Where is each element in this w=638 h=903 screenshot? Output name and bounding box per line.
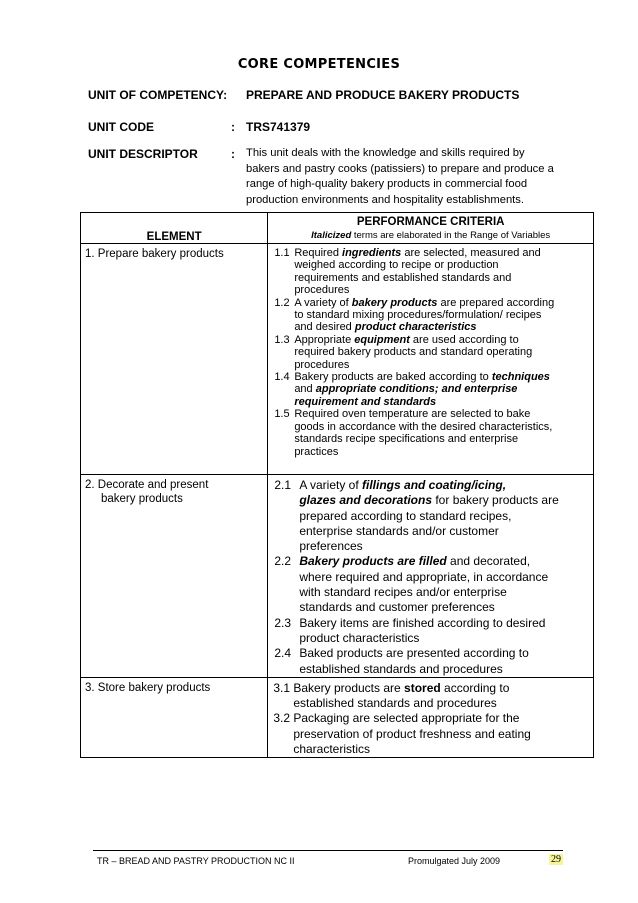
criterion-line: standards and customer preferences (299, 600, 495, 615)
criterion-line: to standard mixing procedures/formulation/ recipes (294, 309, 542, 322)
criterion-line: preservation of product freshness and eating (293, 726, 531, 741)
table-row (81, 677, 594, 757)
criteria-note-italic: Italicized (311, 230, 352, 241)
criterion-line: requirements and established standards and (294, 271, 512, 284)
criterion-number: 1.5 (274, 408, 290, 421)
unit-of-competency-value: PREPARE AND PRODUCE BAKERY PRODUCTS (246, 88, 520, 102)
criterion-line: weighed according to recipe or production (294, 259, 499, 272)
criterion-line: procedures (294, 358, 350, 371)
criterion-number: 1.2 (274, 296, 290, 309)
criteria-list (268, 475, 593, 677)
criterion-line: prepared according to standard recipes, (299, 508, 512, 523)
unit-descriptor-colon: : (231, 147, 235, 161)
criterion-line: standards recipe specifications and enterprise (294, 433, 519, 446)
criterion-number: 2.3 (274, 615, 291, 630)
criterion-line: A variety of bakery products are prepared according (294, 296, 555, 309)
element-header-cell (81, 213, 268, 244)
criterion-line: Appropriate equipment are used according to (294, 333, 519, 346)
table-row (81, 244, 594, 475)
criterion-line: Bakery items are finished according to desired (299, 615, 546, 630)
criteria-cell (268, 244, 594, 475)
criteria-list (268, 244, 593, 458)
criterion-number: 2.1 (274, 478, 291, 492)
unit-descriptor-text (246, 146, 586, 208)
criteria-cell (268, 475, 594, 678)
element-cell (81, 677, 268, 757)
element-cell (81, 475, 268, 678)
page-footer (93, 850, 563, 866)
criterion (274, 334, 593, 371)
criteria-header-cell (268, 213, 594, 244)
criterion-number: 1.4 (274, 371, 290, 384)
criterion (274, 408, 593, 458)
element-label: 3. Store bakery products (85, 681, 211, 694)
criterion-number: 1.1 (274, 247, 290, 259)
criterion-line: procedures (294, 284, 350, 297)
element-cell (81, 244, 268, 475)
criteria-header: PERFORMANCE CRITERIA (356, 216, 505, 228)
criterion-line: goods in accordance with the desired characteristics, (294, 420, 553, 433)
criterion (274, 478, 593, 554)
element-label: bakery products (101, 493, 183, 505)
criterion-line: requirement and standards (294, 395, 437, 408)
element-text (81, 244, 267, 261)
criterion-line: where required and appropriate, in accordance (299, 569, 549, 584)
criterion-line: enterprise standards and/or customer (299, 523, 499, 538)
criterion-line: required bakery products and standard operating (294, 346, 533, 359)
descriptor-line: This unit deals with the knowledge and skills required by (246, 147, 525, 159)
unit-code-colon: : (231, 120, 235, 134)
criterion (273, 681, 593, 712)
table-header-row (81, 213, 594, 244)
criterion (274, 297, 593, 334)
criterion-line: established standards and procedures (299, 661, 503, 676)
criterion (274, 371, 593, 408)
unit-of-competency-label: UNIT OF COMPETENCY: (88, 88, 228, 102)
criterion (274, 247, 593, 297)
criterion-line: Baked products are presented according to (299, 646, 529, 661)
criterion-line: Bakery products are filled and decorated, (299, 554, 531, 569)
unit-code-value: TRS741379 (246, 120, 311, 134)
unit-code-label: UNIT CODE (88, 120, 154, 134)
criterion-line: preferences (299, 539, 363, 554)
criteria-list (268, 678, 593, 757)
criterion-line: and appropriate conditions; and enterprise (294, 383, 518, 396)
criterion (274, 554, 593, 615)
criterion (274, 616, 593, 647)
criterion (273, 711, 593, 757)
competency-table (80, 212, 594, 758)
element-label: 2. Decorate and present (85, 479, 209, 491)
criterion-line: Bakery products are baked according to techniques (294, 371, 550, 384)
footer-promulgated: Promulgated July 2009 (408, 856, 501, 866)
element-text (81, 678, 267, 695)
criterion-line: A variety of fillings and coating/icing, (299, 478, 507, 492)
element-header: ELEMENT (146, 231, 202, 243)
criterion-line: glazes and decorations for bakery products are (299, 493, 559, 508)
criterion-line: practices (294, 445, 339, 458)
unit-descriptor-label: UNIT DESCRIPTOR (88, 147, 198, 161)
table-row (81, 475, 594, 678)
criterion-line: Bakery products are stored according to (293, 680, 510, 695)
criteria-cell (268, 677, 594, 757)
criterion-number: 3.1 (273, 680, 290, 695)
criterion-number: 1.3 (274, 333, 290, 346)
criterion-line: established standards and procedures (293, 696, 497, 711)
criterion-line: characteristics (293, 742, 370, 757)
element-text (81, 475, 267, 506)
criterion-line: Required ingredients are selected, measured and (294, 247, 541, 259)
criterion-number: 2.2 (274, 554, 291, 569)
criterion-line: product characteristics (299, 630, 420, 645)
descriptor-line: production environments and hospitality establishments. (246, 193, 524, 206)
criterion-line: Required oven temperature are selected to bake (294, 408, 531, 421)
criterion (274, 646, 593, 677)
criterion-line: with standard recipes and/or enterprise (299, 585, 507, 600)
descriptor-line: bakers and pastry cooks (patissiers) to prepare and produce a (246, 162, 554, 175)
criteria-note (268, 228, 593, 241)
criterion-number: 2.4 (274, 646, 291, 661)
page-title: CORE COMPETENCIES (237, 57, 401, 72)
criterion-number: 3.2 (273, 711, 290, 726)
criterion-line: and desired product characteristics (294, 321, 477, 334)
footer-title: TR – BREAD AND PASTRY PRODUCTION NC II (97, 856, 295, 866)
criterion-line: Packaging are selected appropriate for the (293, 711, 520, 726)
criteria-note-rest: terms are elaborated in the Range of Variables (351, 230, 551, 241)
page-number: 29 (551, 854, 561, 865)
element-label: 1. Prepare bakery products (85, 248, 224, 260)
descriptor-line: range of high-quality bakery products in commercial food (246, 178, 528, 190)
